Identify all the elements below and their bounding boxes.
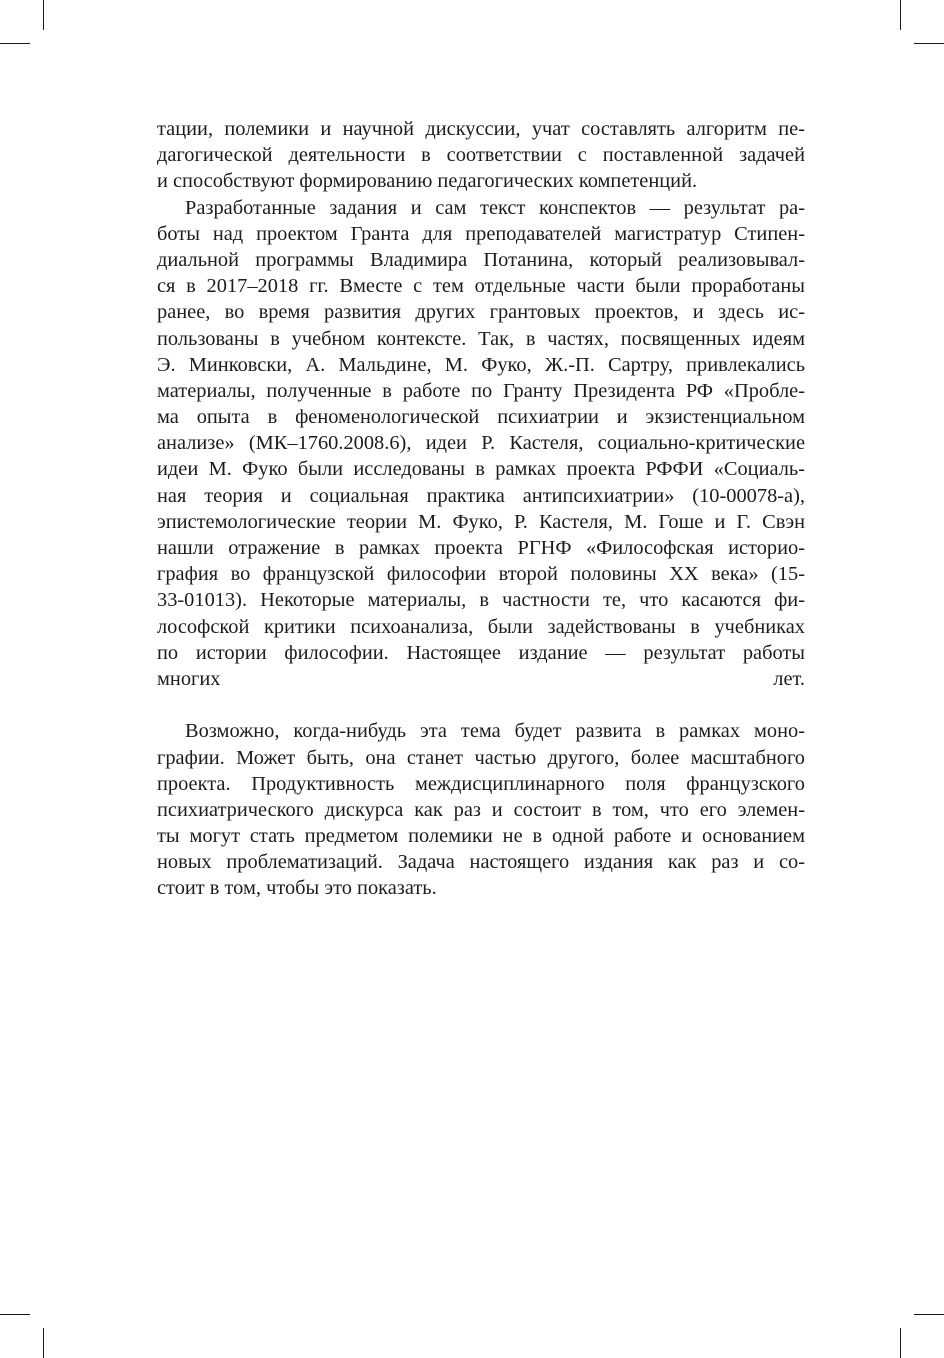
text-line: ты могут стать предметом полемики не в одной работе и основанием [157,825,805,848]
text-line: и способствуют формированию педагогических компетенций. [157,170,698,193]
crop-mark-bottom-right [900,1328,901,1358]
text-line: ся в 2017–2018 гг. Вместе с тем отдельные части были проработаны [157,275,805,298]
text-line: дагогической деятельности в соответствии с поставленной задачей [157,144,805,167]
crop-mark-bottom-right [914,1314,944,1315]
text-line: диальной программы Владимира Потанина, который реализовывал- [157,248,805,271]
crop-mark-top-right [914,43,944,44]
text-line: проекта. Продуктивность междисциплинарного поля французского [157,772,805,795]
text-line: Разработанные задания и сам текст конспектов — результат ра- [185,196,805,219]
text-line: стоит в том, чтобы это показать. [157,877,437,900]
crop-mark-top-left [0,43,30,44]
text-line: ранее, во время развития других грантовых проектов, и здесь ис- [157,301,805,324]
text-line: психиатрического дискурса как раз и состоит в том, что его элемен- [157,798,805,821]
text-line: новых проблематизаций. Задача настоящего издания как раз и со- [157,851,805,874]
text-line: ная теория и социальная практика антипсихиатрии» (10-00078-а), [157,484,805,507]
crop-mark-top-right [900,0,901,30]
text-line: тации, полемики и научной дискуссии, учат составлять алгоритм пе- [157,118,805,140]
text-line: эпистемологические теории М. Фуко, Р. Кастеля, М. Гоше и Г. Свэн [157,510,805,533]
paragraph-3 [157,718,805,901]
text-line: боты над проектом Гранта для преподавателей магистратур Стипен- [157,222,805,245]
crop-mark-top-left [43,0,44,30]
text-line: нашли отражение в рамках проекта РГНФ «Философская историо- [157,537,805,559]
text-line: идеи М. Фуко были исследованы в рамках проекта РФФИ «Социаль- [157,458,805,481]
crop-mark-bottom-left [43,1328,44,1358]
paragraph-2 [157,195,805,719]
text-line: Возможно, когда-нибудь эта тема будет развита в рамках моно- [185,720,805,743]
text-line: по истории философии. Настоящее издание — результат работы [157,641,805,664]
body-text [157,116,805,902]
text-line: пользованы в учебном контексте. Так, в частях, посвященных идеям [157,327,805,350]
text-line: графии. Может быть, она станет частью другого, более масштабного [157,746,805,769]
text-line [157,692,805,718]
text-line: лософской критики психоанализа, были задействованы в учебниках [157,615,805,638]
paragraph-1 [157,116,805,195]
text-line: ма опыта в феноменологической психиатрии и экзистенциальном [157,406,805,429]
text-line: анализе» (МК–1760.2008.6), идеи Р. Кастеля, социально-критические [157,432,805,455]
text-line: материалы, полученные в работе по Гранту Президента РФ «Пробле- [157,379,805,402]
text-line: многих лет. [157,667,805,690]
crop-mark-bottom-left [0,1314,30,1315]
text-line: Э. Минковски, А. Мальдине, М. Фуко, Ж.-П. Сартру, привлекались [157,353,805,376]
text-line: 33-01013). Некоторые материалы, в частности те, что касаются фи- [157,589,805,612]
text-line: графия во французской философии второй половины XX века» (15- [157,563,805,586]
